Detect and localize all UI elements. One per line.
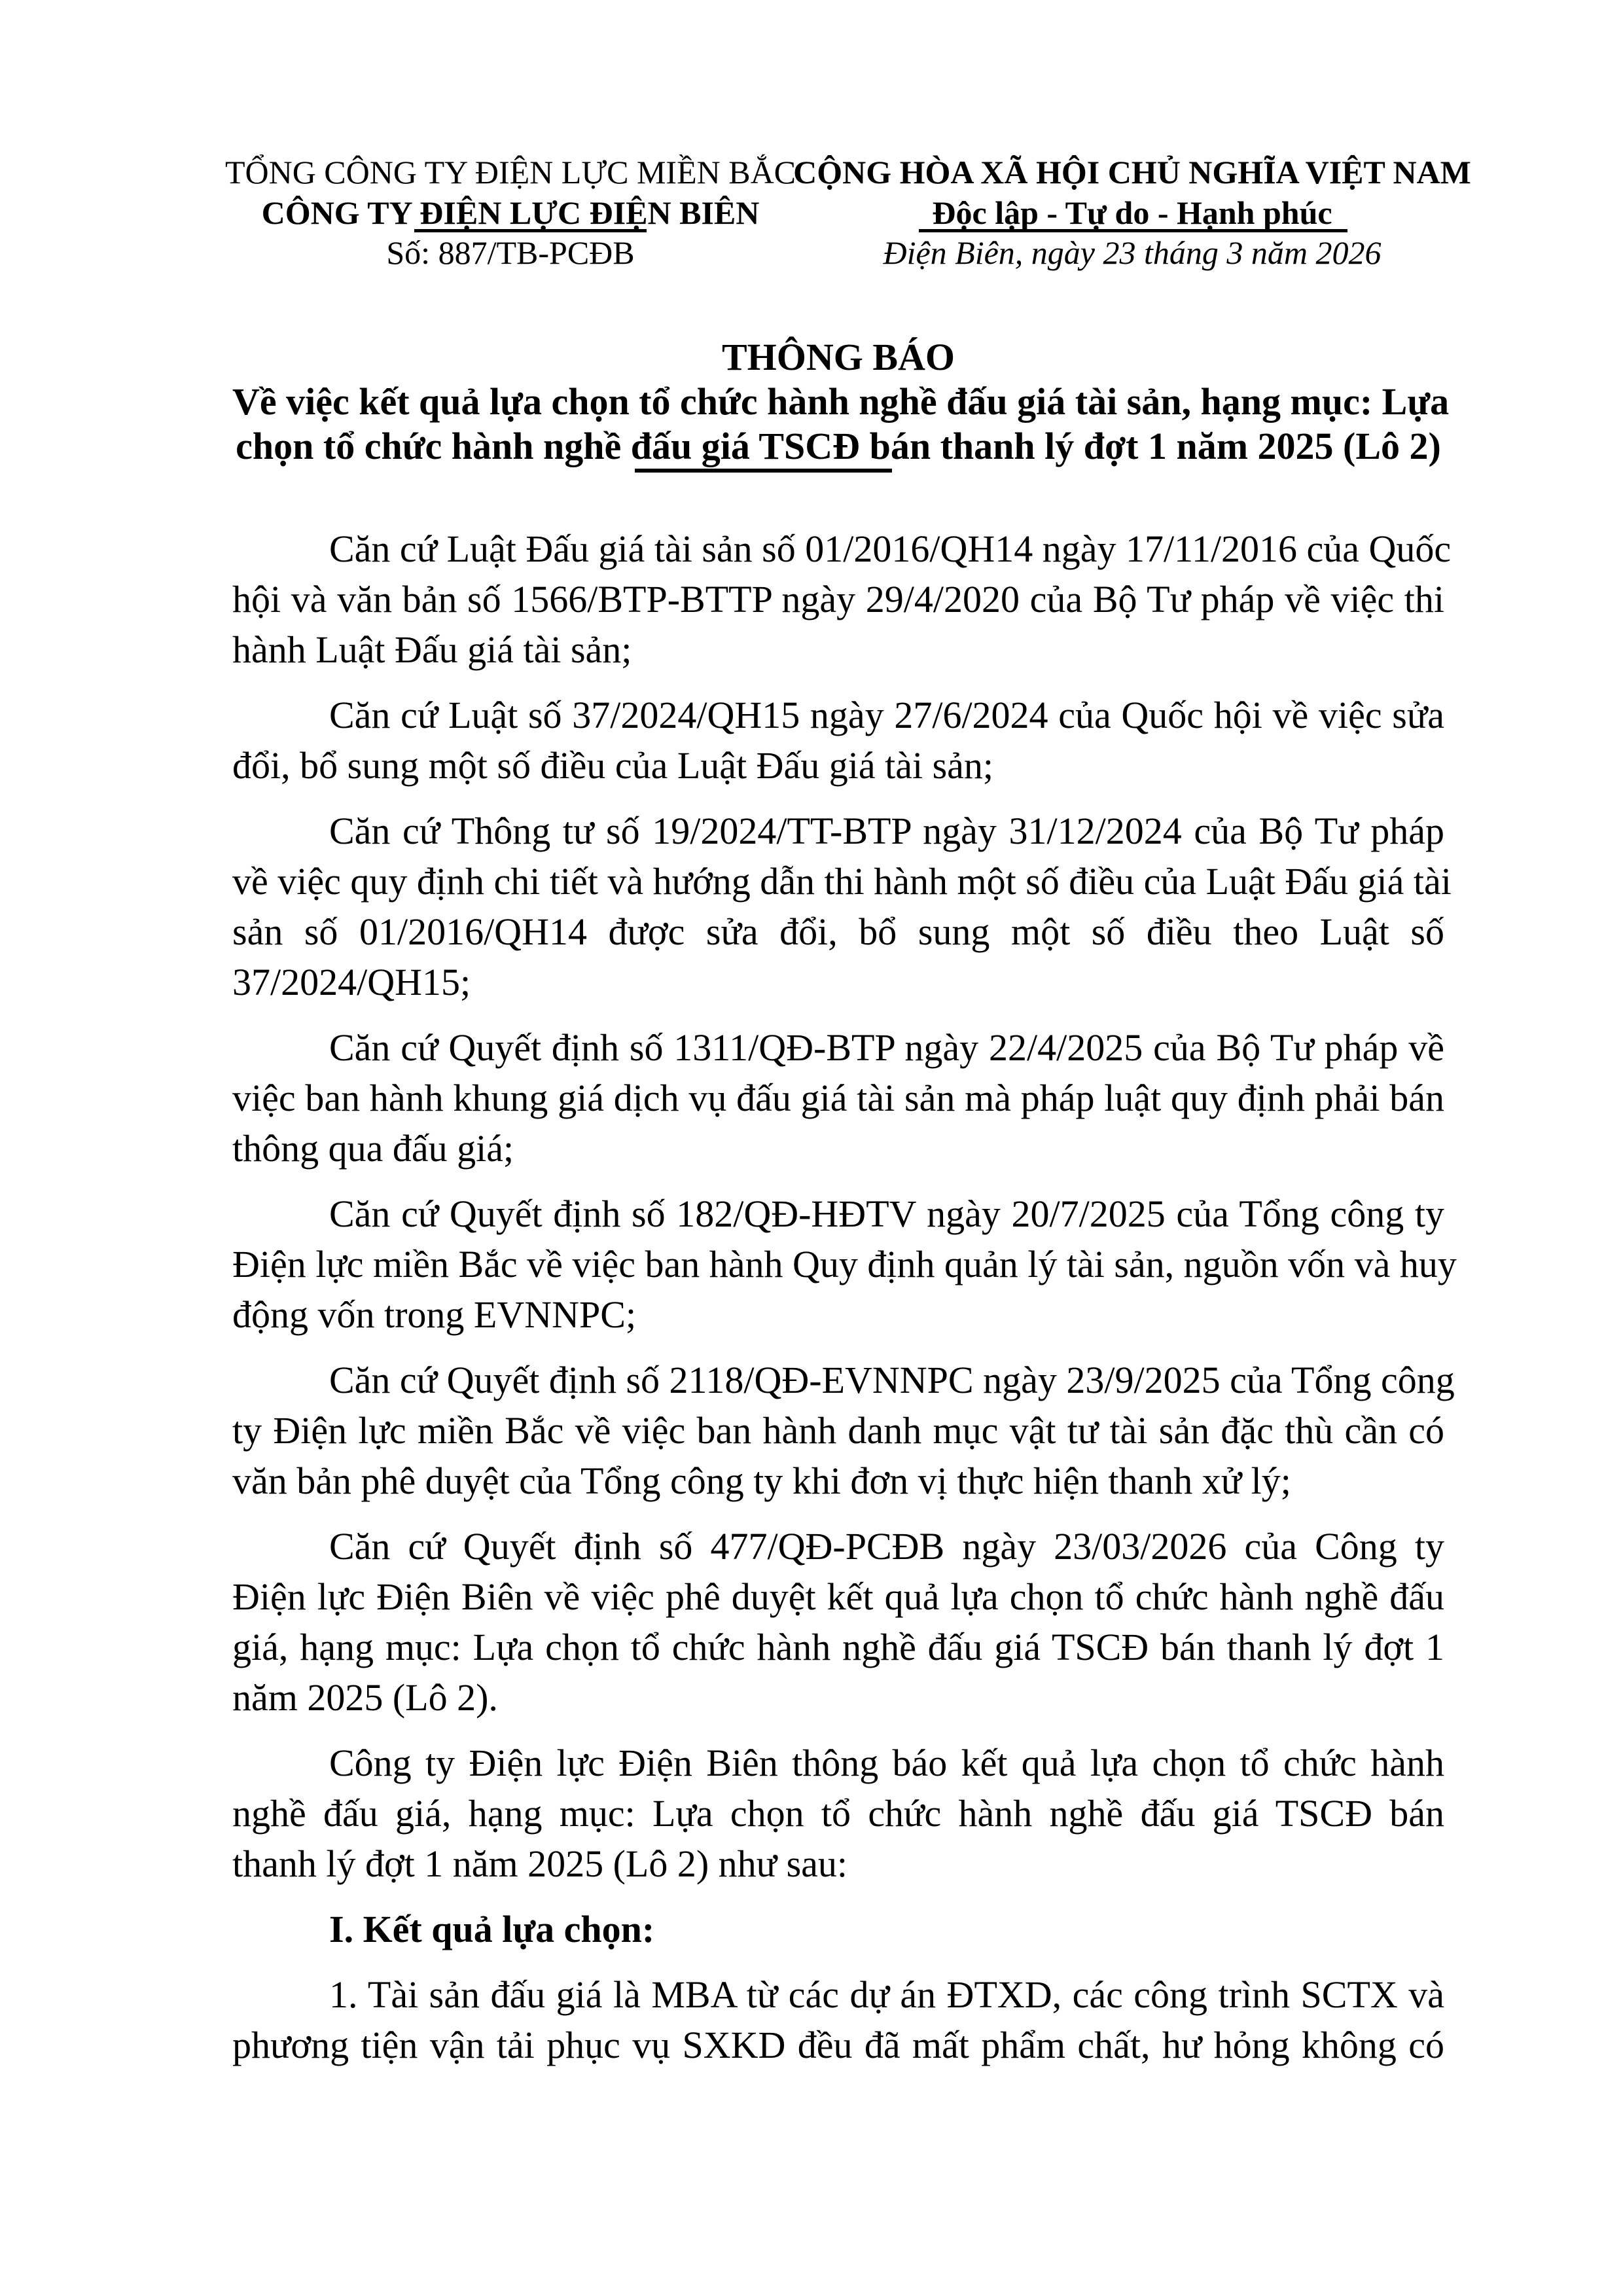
- legal-basis-paragraph: [232, 1189, 1457, 1340]
- legal-basis-paragraph: [232, 690, 1444, 791]
- header-national-block: [792, 152, 1472, 273]
- paragraph-line: Căn cứ Luật Đấu giá tài sản số 01/2016/QH14 ngày 17/11/2016 của Quốc: [329, 528, 1452, 570]
- paragraph-line: Điện lực miền Bắc về việc ban hành Quy định quản lý tài sản, nguồn vốn và huy: [232, 1243, 1457, 1285]
- paragraph-line: việc ban hành khung giá dịch vụ đấu giá tài sản mà pháp luật quy định phải bán: [232, 1077, 1444, 1119]
- paragraph-line: hành Luật Đấu giá tài sản;: [232, 628, 632, 671]
- paragraph-line: đổi, bổ sung một số điều của Luật Đấu giá tài sản;: [232, 744, 994, 787]
- header-issuer-block: [196, 152, 825, 273]
- parent-organization: TỔNG CÔNG TY ĐIỆN LỰC MIỀN BẮC: [224, 154, 796, 190]
- subject-line: chọn tổ chức hành nghề đấu giá TSCĐ bán thanh lý đợt 1 năm 2025 (Lô 2): [236, 425, 1441, 467]
- paragraph-line: hội và văn bản số 1566/BTP-BTTP ngày 29/4/2020 của Bộ Tư pháp về việc thi: [232, 578, 1444, 620]
- subject-line: Về việc kết quả lựa chọn tổ chức hành nghề đấu giá tài sản, hạng mục: Lựa: [232, 380, 1450, 423]
- paragraph-line: Điện lực Điện Biên về việc phê duyệt kết quả lựa chọn tổ chức hành nghề đấu: [232, 1575, 1444, 1618]
- issuing-organization: CÔNG TY ĐIỆN LỰC ĐIỆN BIÊN: [261, 194, 760, 231]
- paragraph-line: phương tiện vận tải phục vụ SXKD đều đã mất phẩm chất, hư hỏng không có: [232, 2024, 1444, 2066]
- paragraph-line: nghề đấu giá, hạng mục: Lựa chọn tổ chức hành nghề đấu giá TSCĐ bán: [232, 1792, 1444, 1835]
- paragraph-line: sản số 01/2016/QH14 được sửa đổi, bổ sung một số điều theo Luật số: [232, 910, 1444, 953]
- paragraph-line: giá, hạng mục: Lựa chọn tổ chức hành nghề đấu giá TSCĐ bán thanh lý đợt 1: [232, 1626, 1444, 1668]
- paragraph-line: Căn cứ Quyết định số 477/QĐ-PCĐB ngày 23/03/2026 của Công ty: [329, 1525, 1444, 1568]
- place-and-date: Điện Biên, ngày 23 tháng 3 năm 2026: [883, 234, 1382, 271]
- document-body: [232, 524, 1457, 2085]
- announcement-paragraph: [232, 1738, 1444, 1889]
- national-motto: Độc lập - Tự do - Hạnh phúc: [932, 194, 1332, 231]
- legal-basis-paragraph: [232, 1355, 1455, 1506]
- paragraph-line: năm 2025 (Lô 2).: [232, 1676, 498, 1719]
- legal-basis-paragraph: [232, 806, 1452, 1007]
- document-number: Số: 887/TB-PCĐB: [386, 234, 635, 271]
- paragraph-line: động vốn trong EVNNPC;: [232, 1293, 637, 1336]
- paragraph-line: văn bản phê duyệt của Tổng công ty khi đơn vị thực hiện thanh xử lý;: [232, 1460, 1291, 1502]
- national-title: CỘNG HÒA XÃ HỘI CHỦ NGHĨA VIỆT NAM: [793, 154, 1471, 190]
- legal-basis-paragraph: [232, 1022, 1444, 1174]
- section-heading: I. Kết quả lựa chọn:: [329, 1908, 655, 1950]
- document-title: [232, 335, 1450, 469]
- result-item-1: [232, 1969, 1444, 2070]
- paragraph-line: Căn cứ Thông tư số 19/2024/TT-BTP ngày 31/12/2024 của Bộ Tư pháp: [329, 810, 1444, 852]
- paragraph-line: về việc quy định chi tiết và hướng dẫn thi hành một số điều của Luật Đấu giá tài: [232, 860, 1452, 903]
- title-underline: [635, 469, 892, 473]
- paragraph-line: Căn cứ Quyết định số 2118/QĐ-EVNNPC ngày 23/9/2025 của Tổng công: [329, 1359, 1455, 1401]
- document-type: THÔNG BÁO: [721, 336, 955, 378]
- legal-basis-paragraph: [232, 1521, 1444, 1723]
- paragraph-line: Căn cứ Quyết định số 182/QĐ-HĐTV ngày 20/7/2025 của Tổng công ty: [329, 1193, 1444, 1235]
- legal-basis-paragraph: [232, 524, 1452, 675]
- paragraph-line: thanh lý đợt 1 năm 2025 (Lô 2) như sau:: [232, 1842, 848, 1885]
- paragraph-line: Căn cứ Quyết định số 1311/QĐ-BTP ngày 22/4/2025 của Bộ Tư pháp về: [329, 1026, 1444, 1069]
- paragraph-line: ty Điện lực miền Bắc về việc ban hành danh mục vật tư tài sản đặc thù cần có: [232, 1409, 1444, 1452]
- paragraph-line: thông qua đấu giá;: [232, 1127, 514, 1170]
- paragraph-line: Công ty Điện lực Điện Biên thông báo kết quả lựa chọn tổ chức hành: [329, 1742, 1444, 1784]
- paragraph-line: 1. Tài sản đấu giá là MBA từ các dự án ĐTXD, các công trình SCTX và: [329, 1973, 1444, 2016]
- paragraph-line: Căn cứ Luật số 37/2024/QH15 ngày 27/6/2024 của Quốc hội về việc sửa: [329, 694, 1444, 736]
- paragraph-line: 37/2024/QH15;: [232, 961, 471, 1003]
